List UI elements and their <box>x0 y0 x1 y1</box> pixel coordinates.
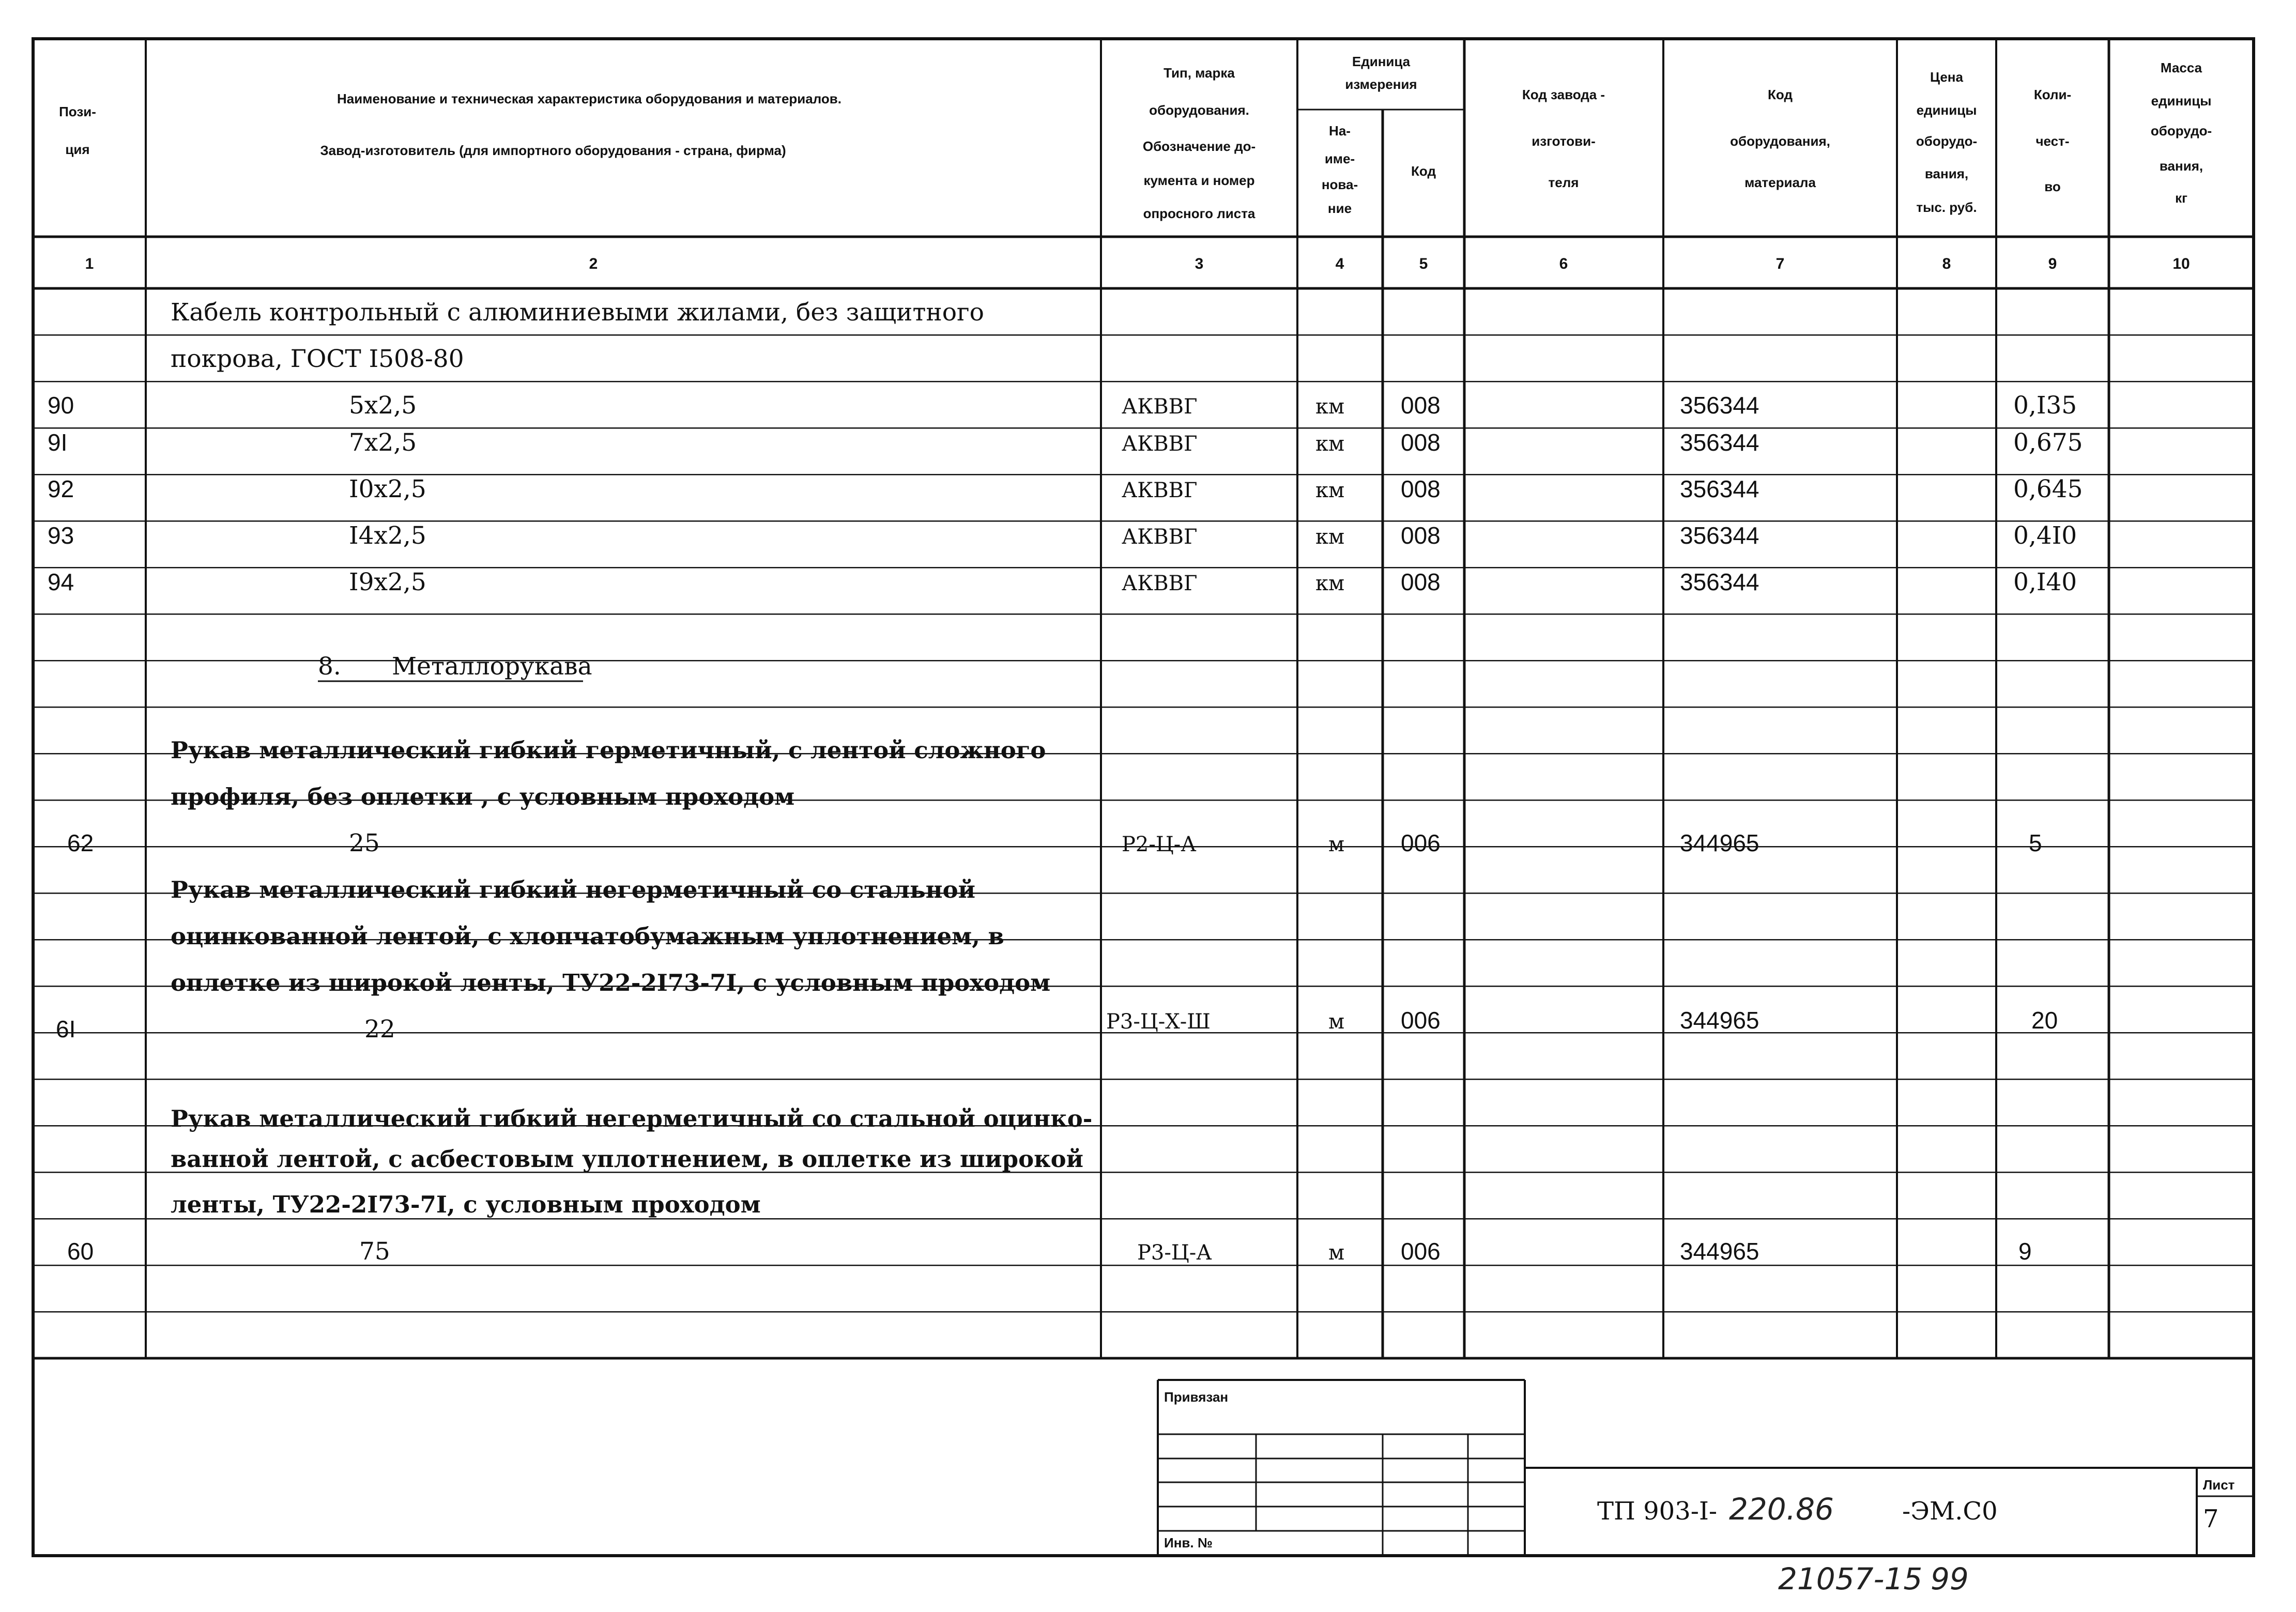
archive-annotation <box>1778 1561 1969 1596</box>
row-description: I4x2,5 <box>349 521 426 550</box>
row-quantity: 5 <box>2029 830 2042 856</box>
column-number-row <box>85 255 2190 272</box>
section-number: 8. <box>318 652 341 681</box>
group-description: оплетке из широкой ленты, ТУ22-2I73-7I, с условным проходом <box>171 969 1051 996</box>
row-unit: м <box>1328 833 1345 856</box>
header-unit-line1: Единица <box>1352 54 1411 69</box>
header-unit-name-line4: ние <box>1327 201 1352 216</box>
row-description: 25 <box>349 829 380 857</box>
row-position: 94 <box>48 569 74 595</box>
header-maker-code-line3: теля <box>1548 175 1579 190</box>
column-number: 8 <box>1942 255 1951 272</box>
row-unit-code: 008 <box>1401 429 1441 456</box>
header-mass-line5: кг <box>2175 190 2187 206</box>
row-unit-code: 006 <box>1401 1238 1441 1265</box>
document-code-prefix: ТП 903-I- <box>1597 1497 1718 1526</box>
header-unit-name-line2: име- <box>1324 151 1355 166</box>
group-description: Рукав металлический гибкий негерметичный со стальной оцинко- <box>171 1105 1093 1132</box>
header-mass-line4: вания, <box>2159 158 2203 174</box>
row-unit: км <box>1315 572 1345 595</box>
row-description: 75 <box>359 1237 390 1266</box>
row-unit-code: 008 <box>1401 475 1441 502</box>
inventory-number-label: Инв. № <box>1164 1535 1213 1550</box>
header-type-line2: оборудования. <box>1149 102 1249 118</box>
row-description: I9x2,5 <box>349 568 426 596</box>
document-code-number: 220.86 <box>1729 1492 1834 1527</box>
row-unit-code: 008 <box>1401 522 1441 549</box>
header-mass-line2: единицы <box>2151 93 2212 109</box>
row-description: I0x2,5 <box>349 475 426 503</box>
header-type-line5: опросного листа <box>1143 206 1256 221</box>
header-equipment-code-line2: оборудования, <box>1730 133 1830 149</box>
row-position: 9I <box>48 429 68 456</box>
header-maker-code-line2: изготови- <box>1532 133 1596 149</box>
header-quantity-line2: чест- <box>2035 133 2070 149</box>
row-equipment-code: 356344 <box>1680 569 1759 595</box>
row-unit-code: 006 <box>1401 830 1441 856</box>
row-equipment-code: 356344 <box>1680 429 1759 456</box>
sheet-number: 7 <box>2203 1504 2219 1533</box>
row-unit: м <box>1328 1010 1345 1034</box>
column-number: 4 <box>1335 255 1344 272</box>
row-type: АКВВГ <box>1122 432 1198 456</box>
row-position: 6I <box>56 1016 76 1042</box>
row-description: 5x2,5 <box>349 391 417 420</box>
table-row <box>48 475 2083 503</box>
header-type-line1: Тип, марка <box>1164 65 1235 81</box>
row-type: АКВВГ <box>1122 525 1198 549</box>
table-row <box>48 428 2083 457</box>
table-row <box>67 829 2042 857</box>
table-body <box>48 298 2083 1266</box>
row-unit-code: 008 <box>1401 392 1441 419</box>
group-description: покрова, ГОСТ I508-80 <box>171 345 464 373</box>
column-number: 3 <box>1195 255 1204 272</box>
title-block <box>1164 1389 2235 1550</box>
header-type-line3: Обозначение до- <box>1142 139 1256 154</box>
header-quantity-line3: во <box>2044 179 2061 194</box>
header-unit-name-line3: нова- <box>1321 177 1358 192</box>
group-description: Рукав металлический гибкий герметичный, с лентой сложного <box>171 736 1046 764</box>
archive-number: 21057-15 <box>1778 1561 1923 1596</box>
row-unit: км <box>1315 395 1345 419</box>
table-row <box>56 1007 2058 1043</box>
row-position: 62 <box>67 830 94 856</box>
header-position-line1: Пози- <box>59 104 96 119</box>
column-number: 6 <box>1559 255 1568 272</box>
table-header <box>59 54 2212 221</box>
header-equipment-code-line3: материала <box>1744 175 1816 190</box>
header-mass-line3: оборудо- <box>2150 123 2212 139</box>
header-unit-line2: измерения <box>1345 76 1417 92</box>
header-price-line3: оборудо- <box>1916 133 1978 149</box>
row-description: 7x2,5 <box>349 428 417 457</box>
group-description: ванной лентой, с асбестовым уплотнением, в оплетке из широкой <box>171 1145 1084 1173</box>
row-position: 93 <box>48 522 74 549</box>
row-description: 22 <box>364 1015 395 1043</box>
row-position: 90 <box>48 392 74 419</box>
row-equipment-code: 344965 <box>1680 1007 1759 1034</box>
row-equipment-code: 344965 <box>1680 830 1759 856</box>
column-number: 7 <box>1775 255 1785 272</box>
row-quantity: 9 <box>2018 1238 2032 1265</box>
group-description: Кабель контрольный с алюминиевыми жилами, без защитного <box>171 298 984 327</box>
row-type: АКВВГ <box>1122 395 1198 419</box>
row-quantity: 0,I35 <box>2013 391 2077 420</box>
column-number: 2 <box>589 255 598 272</box>
archive-page: 99 <box>1931 1561 1969 1596</box>
attached-label: Привязан <box>1164 1389 1229 1405</box>
table-row <box>48 391 2077 420</box>
row-position: 92 <box>48 475 74 502</box>
group-description: ленты, ТУ22-2I73-7I, с условным проходом <box>171 1191 761 1218</box>
header-maker-code-line1: Код завода - <box>1522 87 1605 102</box>
row-unit: км <box>1315 525 1345 549</box>
row-type: АКВВГ <box>1122 479 1198 502</box>
table-row <box>48 521 2077 550</box>
row-type: АКВВГ <box>1122 572 1198 595</box>
document-code-suffix: -ЭМ.С0 <box>1902 1497 1998 1526</box>
row-position: 60 <box>67 1238 94 1265</box>
group-description: профиля, без оплетки , с условным проходом <box>171 783 795 810</box>
row-equipment-code: 356344 <box>1680 475 1759 502</box>
header-price-line4: вания, <box>1924 166 1969 181</box>
row-quantity: 0,I40 <box>2013 568 2077 596</box>
row-type: Р2-Ц-А <box>1122 833 1197 856</box>
row-quantity: 0,4I0 <box>2013 521 2077 550</box>
sheet-label: Лист <box>2203 1477 2235 1493</box>
row-equipment-code: 356344 <box>1680 392 1759 419</box>
row-quantity: 0,645 <box>2013 475 2083 503</box>
header-description-line1: Наименование и техническая характеристика оборудования и материалов. <box>336 91 842 106</box>
header-price-line1: Цена <box>1930 69 1963 85</box>
row-quantity: 0,675 <box>2013 428 2083 457</box>
header-unit-name-line1: На- <box>1329 123 1351 139</box>
header-equipment-code-line1: Код <box>1768 87 1793 102</box>
row-unit-code: 008 <box>1401 569 1441 595</box>
column-number: 9 <box>2048 255 2057 272</box>
row-unit: км <box>1315 479 1345 502</box>
section-title: Металлорукава <box>392 652 592 681</box>
row-quantity: 20 <box>2031 1007 2058 1034</box>
header-price-line2: единицы <box>1916 102 1977 118</box>
header-type-line4: кумента и номер <box>1143 173 1255 188</box>
row-equipment-code: 344965 <box>1680 1238 1759 1265</box>
row-type: Р3-Ц-Х-Ш <box>1106 1010 1211 1034</box>
header-price-line5: тыс. руб. <box>1916 199 1977 215</box>
table-row <box>67 1237 2032 1266</box>
column-number: 10 <box>2172 255 2190 272</box>
row-unit: м <box>1328 1241 1345 1265</box>
header-description-line2: Завод-изготовитель (для импортного оборудования - страна, фирма) <box>320 143 786 158</box>
header-unit-code: Код <box>1411 163 1436 179</box>
header-position-line2: ция <box>65 142 90 157</box>
row-unit: км <box>1315 432 1345 456</box>
header-quantity-line1: Коли- <box>2033 87 2072 102</box>
section-heading <box>318 652 592 681</box>
group-description: оцинкованной лентой, с хлопчатобумажным уплотнением, в <box>171 923 1004 950</box>
column-number: 5 <box>1419 255 1428 272</box>
row-unit-code: 006 <box>1401 1007 1441 1034</box>
row-type: Р3-Ц-А <box>1137 1241 1212 1265</box>
column-number: 1 <box>85 255 94 272</box>
table-row <box>48 568 2077 596</box>
row-equipment-code: 356344 <box>1680 522 1759 549</box>
header-mass-line1: Масса <box>2160 60 2202 75</box>
group-description: Рукав металлический гибкий негерметичный со стальной <box>171 876 975 903</box>
